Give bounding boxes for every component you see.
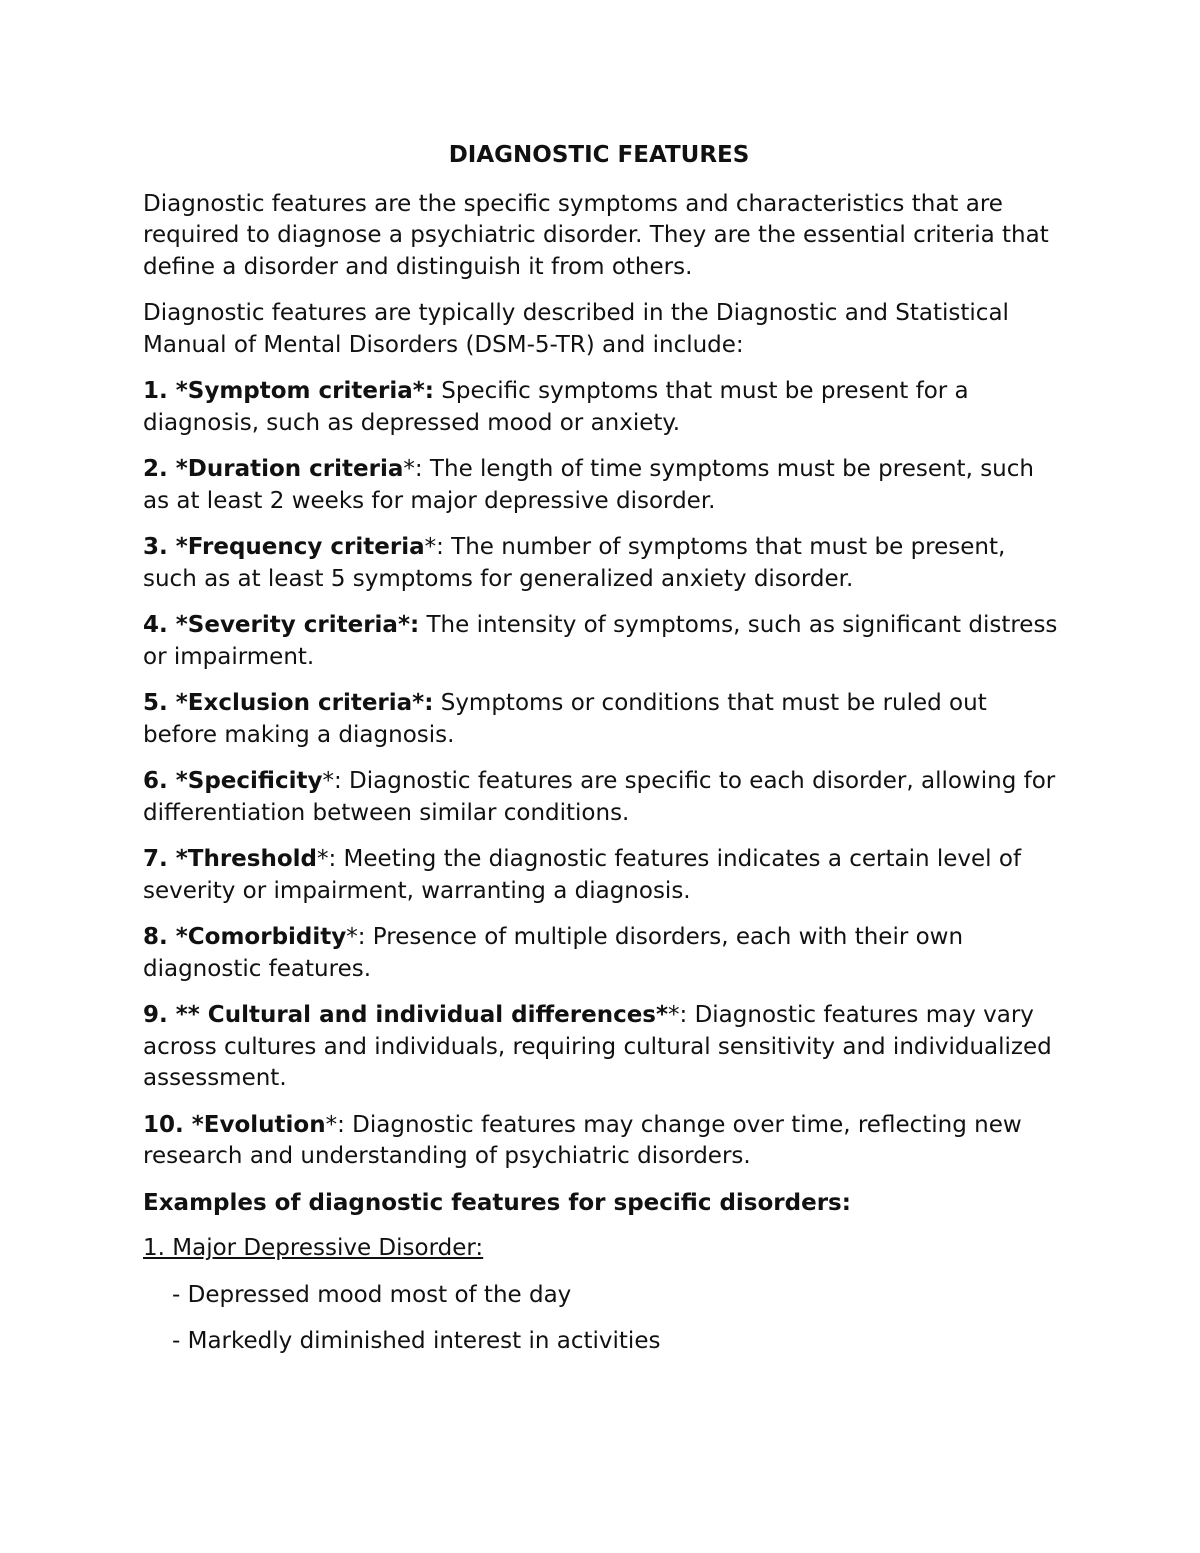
criteria-text: The intensity of symptoms, such as significant distress or impairment. (143, 612, 1058, 670)
criteria-label: 5. *Exclusion criteria*: (143, 690, 434, 716)
criteria-label: 1. *Symptom criteria*: (143, 378, 434, 404)
criteria-label: 2. *Duration criteria (143, 456, 404, 482)
criteria-label-tail: *: (325, 1111, 345, 1138)
examples-heading: Examples of diagnostic features for specific disorders: (143, 1189, 851, 1216)
criteria-label: 4. *Severity criteria*: (143, 612, 420, 638)
criteria-label: 10. *Evolution (143, 1111, 326, 1138)
example-1-heading (143, 1233, 1063, 1265)
criteria-item-10 (143, 1110, 1063, 1173)
document-title: DIAGNOSTIC FEATURES (448, 142, 750, 168)
criteria-text: Diagnostic features are specific to each disorder, allowing for differentiation between similar conditions. (143, 768, 1056, 826)
example-1-bullet-2: - Markedly diminished interest in activities (172, 1328, 661, 1354)
criteria-text: Diagnostic features may vary across cultures and individuals, requiring cultural sensitivity and individualized assessment. (143, 1002, 1052, 1091)
intro-paragraph-1: Diagnostic features are the specific symptoms and characteristics that are required to diagnose a psychiatric disorder. They are the essential criteria that define a disorder and distinguish it from others. (143, 190, 1049, 280)
criteria-label-tail: *: (317, 846, 337, 872)
criteria-label-tail: *: (346, 924, 366, 950)
criteria-text: The length of time symptoms must be present, such as at least 2 weeks for major depressive disorder. (143, 456, 1034, 514)
criteria-text: The number of symptoms that must be present, such as at least 5 symptoms for generalized anxiety disorder. (143, 534, 1006, 592)
example-1-heading-text: 1. Major Depressive Disorder: (143, 1235, 484, 1261)
document-body (143, 140, 1063, 1373)
criteria-label-tail: *: (424, 534, 444, 560)
criteria-item-8 (143, 922, 1063, 985)
criteria-item-9 (143, 1000, 1063, 1095)
criteria-label-tail: *: (322, 768, 342, 794)
criteria-item-6 (143, 766, 1063, 829)
criteria-item-4 (143, 610, 1063, 673)
criteria-label: 9. ** Cultural and individual differences* (143, 1002, 669, 1028)
criteria-item-5 (143, 688, 1063, 751)
criteria-text: Specific symptoms that must be present for a diagnosis, such as depressed mood or anxiety. (143, 378, 969, 436)
criteria-item-3 (143, 532, 1063, 595)
intro-paragraph-2: Diagnostic features are typically described in the Diagnostic and Statistical Manual of Mental Disorders (DSM-5-TR) and include: (143, 300, 1009, 358)
criteria-item-1 (143, 376, 1063, 439)
criteria-label: 3. *Frequency criteria (143, 534, 425, 560)
criteria-item-7 (143, 844, 1063, 907)
criteria-label: 7. *Threshold (143, 846, 317, 872)
criteria-label: 6. *Specificity (143, 768, 323, 794)
criteria-label-tail: *: (403, 456, 423, 482)
criteria-text: Symptoms or conditions that must be ruled out before making a diagnosis. (143, 690, 987, 748)
criteria-label: 8. *Comorbidity (143, 924, 347, 950)
criteria-item-2 (143, 454, 1063, 517)
criteria-text: Presence of multiple disorders, each with their own diagnostic features. (143, 924, 964, 982)
criteria-label-tail: *: (668, 1002, 688, 1028)
criteria-text: Meeting the diagnostic features indicates a certain level of severity or impairment, warranting a diagnosis. (143, 846, 1022, 904)
criteria-text: Diagnostic features may change over time, reflecting new research and understanding of psychiatric disorders. (143, 1111, 1022, 1169)
example-1-bullet-1: - Depressed mood most of the day (172, 1281, 572, 1308)
